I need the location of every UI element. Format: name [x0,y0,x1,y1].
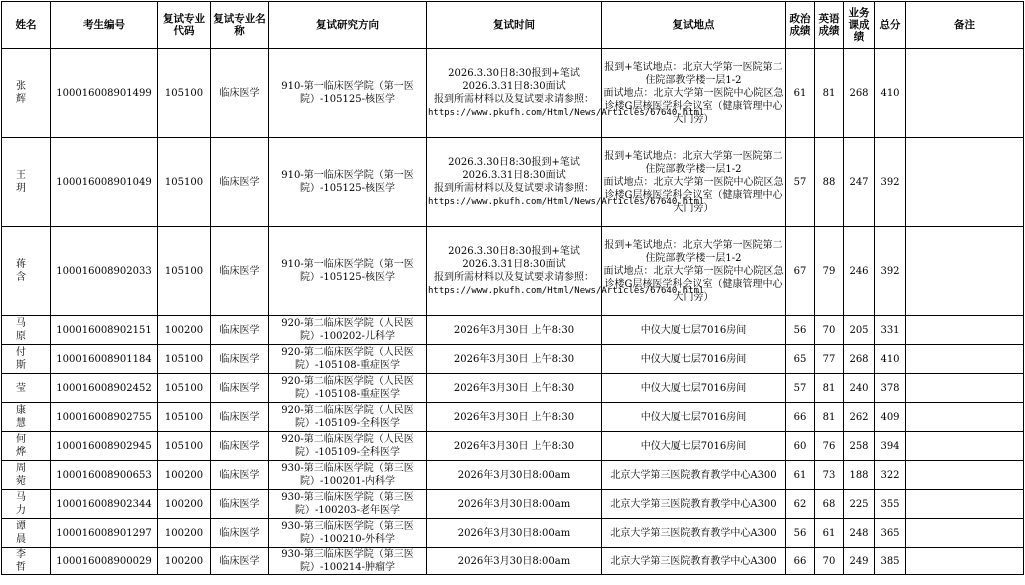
cell-major-name: 临床医学 [211,138,269,227]
cell-time: 2026年3月30日 上午8:30 [427,345,602,374]
cell-place: 北京大学第三医院教育教学中心A300 [602,490,786,519]
cell-time: 2026年3月30日 上午8:30 [427,374,602,403]
cell-name: 张 辉 [2,49,51,138]
cell-major-code: 100200 [158,490,211,519]
cell-place: 中仪大厦七层7016房间 [602,345,786,374]
cell-place: 北京大学第三医院教育教学中心A300 [602,519,786,548]
cell-remark [906,490,1024,519]
cell-total: 331 [875,316,906,345]
cell-time: 2026年3月30日8:00am [427,548,602,575]
cell-place: 中仪大厦七层7016房间 [602,374,786,403]
cell-name: 何 烨 [2,432,51,461]
cell-place: 中仪大厦七层7016房间 [602,316,786,345]
cell-place: 中仪大厦七层7016房间 [602,403,786,432]
cell-time: 2026.3.30日8:30报到+笔试 2026.3.31日8:30面试 报到所需材料以及复试要求请参照： https://www.pkufh.com/Html/News/Articles/67640.html [427,138,602,227]
table-row [2,490,1024,519]
cell-politics: 66 [786,548,815,575]
cell-total: 410 [875,345,906,374]
cell-major-name: 临床医学 [211,49,269,138]
cell-major-code: 105100 [158,345,211,374]
cell-exam-no: 100016008900653 [51,461,158,490]
cell-direction: 930-第三临床医学院（第三医院）-100210-外科学 [269,519,427,548]
cell-exam-no: 100016008902033 [51,227,158,316]
cell-major-name: 临床医学 [211,227,269,316]
reference-url: https://www.pkufh.com/Html/News/Articles/67640.html [428,285,705,296]
cell-major-course: 225 [844,490,875,519]
header-total: 总分 [875,2,906,49]
cell-name: 周 菀 [2,461,51,490]
cell-time: 2026.3.30日8:30报到+笔试 2026.3.31日8:30面试 报到所需材料以及复试要求请参照： https://www.pkufh.com/Html/News/Articles/67640.html [427,227,602,316]
cell-name: 莹 [2,374,51,403]
cell-name: 王 玥 [2,138,51,227]
cell-direction: 930-第三临床医学院（第三医院）-100203-老年医学 [269,490,427,519]
cell-direction: 910-第一临床医学院（第一医院）-105125-核医学 [269,49,427,138]
cell-total: 355 [875,490,906,519]
cell-major-code: 100200 [158,316,211,345]
cell-major-course: 249 [844,548,875,575]
cell-exam-no: 100016008902945 [51,432,158,461]
cell-major-name: 临床医学 [211,345,269,374]
header-major-course: 业务课成绩 [844,2,875,49]
cell-direction: 910-第一临床医学院（第一医院）-105125-核医学 [269,138,427,227]
header-remark: 备注 [906,2,1024,49]
cell-exam-no: 100016008901297 [51,519,158,548]
cell-time: 2026年3月30日8:00am [427,490,602,519]
cell-politics: 57 [786,374,815,403]
cell-total: 410 [875,49,906,138]
cell-place: 报到+笔试地点：北京大学第一医院第二住院部教学楼一层1-2 面试地点：北京大学第一医院中心院区急诊楼G层核医学科会议室（健康管理中心大门旁） [602,49,786,138]
cell-direction: 910-第一临床医学院（第一医院）-105125-核医学 [269,227,427,316]
cell-major-name: 临床医学 [211,461,269,490]
cell-total: 394 [875,432,906,461]
cell-major-course: 247 [844,138,875,227]
cell-major-course: 262 [844,403,875,432]
cell-name: 马 力 [2,490,51,519]
reference-url: https://www.pkufh.com/Html/News/Articles/67640.html [428,107,705,118]
cell-politics: 61 [786,49,815,138]
cell-name: 康 慧 [2,403,51,432]
cell-major-name: 临床医学 [211,374,269,403]
admission-roster-table [1,1,1024,575]
header-direction: 复试研究方向 [269,2,427,49]
cell-exam-no: 100016008902344 [51,490,158,519]
table-row [2,374,1024,403]
cell-major-name: 临床医学 [211,316,269,345]
cell-politics: 67 [786,227,815,316]
cell-exam-no: 100016008902452 [51,374,158,403]
cell-total: 392 [875,227,906,316]
cell-total: 378 [875,374,906,403]
cell-time: 2026年3月30日 上午8:30 [427,403,602,432]
cell-time: 2026年3月30日8:00am [427,461,602,490]
cell-politics: 60 [786,432,815,461]
cell-major-code: 105100 [158,138,211,227]
cell-name: 蒋 含 [2,227,51,316]
table-row [2,345,1024,374]
table-row [2,316,1024,345]
roster-body [2,49,1024,575]
cell-english: 81 [815,374,844,403]
table-row [2,548,1024,575]
cell-politics: 56 [786,316,815,345]
cell-name: 李 哲 [2,548,51,575]
cell-major-name: 临床医学 [211,403,269,432]
cell-english: 88 [815,138,844,227]
header-time: 复试时间 [427,2,602,49]
cell-place: 北京大学第三医院教育教学中心A300 [602,461,786,490]
cell-english: 76 [815,432,844,461]
cell-exam-no: 100016008900029 [51,548,158,575]
cell-english: 73 [815,461,844,490]
cell-exam-no: 100016008902755 [51,403,158,432]
cell-english: 61 [815,519,844,548]
cell-direction: 920-第二临床医学院（人民医院）-105108-重症医学 [269,374,427,403]
table-row [2,461,1024,490]
cell-english: 81 [815,403,844,432]
cell-major-course: 258 [844,432,875,461]
cell-major-course: 205 [844,316,875,345]
cell-total: 409 [875,403,906,432]
reference-url: https://www.pkufh.com/Html/News/Articles/67640.html [428,196,705,207]
cell-total: 365 [875,519,906,548]
cell-place: 报到+笔试地点：北京大学第一医院第二住院部教学楼一层1-2 面试地点：北京大学第一医院中心院区急诊楼G层核医学科会议室（健康管理中心大门旁） [602,138,786,227]
header-politics: 政治成绩 [786,2,815,49]
cell-exam-no: 100016008902151 [51,316,158,345]
header-place: 复试地点 [602,2,786,49]
cell-major-course: 240 [844,374,875,403]
cell-time: 2026年3月30日 上午8:30 [427,432,602,461]
cell-remark [906,519,1024,548]
header-name: 姓名 [2,2,51,49]
cell-politics: 66 [786,403,815,432]
cell-direction: 920-第二临床医学院（人民医院）-105108-重症医学 [269,345,427,374]
header-major-code: 复试专业代码 [158,2,211,49]
cell-time: 2026年3月30日8:00am [427,519,602,548]
cell-remark [906,49,1024,138]
cell-total: 322 [875,461,906,490]
cell-politics: 65 [786,345,815,374]
cell-remark [906,374,1024,403]
cell-remark [906,345,1024,374]
cell-politics: 57 [786,138,815,227]
table-row [2,227,1024,316]
cell-english: 70 [815,548,844,575]
cell-major-code: 105100 [158,432,211,461]
cell-place: 中仪大厦七层7016房间 [602,432,786,461]
cell-place: 报到+笔试地点：北京大学第一医院第二住院部教学楼一层1-2 面试地点：北京大学第一医院中心院区急诊楼G层核医学科会议室（健康管理中心大门旁） [602,227,786,316]
header-row [2,2,1024,49]
table-row [2,432,1024,461]
cell-remark [906,138,1024,227]
cell-major-code: 105100 [158,227,211,316]
cell-major-code: 105100 [158,374,211,403]
cell-politics: 61 [786,461,815,490]
cell-remark [906,227,1024,316]
cell-direction: 920-第二临床医学院（人民医院）-100202-儿科学 [269,316,427,345]
header-major-name: 复试专业名称 [211,2,269,49]
cell-remark [906,316,1024,345]
cell-name: 付 斯 [2,345,51,374]
cell-english: 70 [815,316,844,345]
cell-major-name: 临床医学 [211,548,269,575]
cell-direction: 920-第二临床医学院（人民医院）-105109-全科医学 [269,403,427,432]
cell-remark [906,548,1024,575]
cell-major-name: 临床医学 [211,519,269,548]
cell-major-name: 临床医学 [211,490,269,519]
cell-exam-no: 100016008901184 [51,345,158,374]
cell-name: 马 原 [2,316,51,345]
cell-major-code: 100200 [158,548,211,575]
cell-english: 77 [815,345,844,374]
cell-place: 北京大学第三医院教育教学中心A300 [602,548,786,575]
cell-remark [906,461,1024,490]
cell-english: 79 [815,227,844,316]
cell-major-course: 268 [844,49,875,138]
table-row [2,519,1024,548]
table-row [2,403,1024,432]
cell-direction: 930-第三临床医学院（第三医院）-100214-肿瘤学 [269,548,427,575]
cell-politics: 56 [786,519,815,548]
cell-english: 68 [815,490,844,519]
cell-major-name: 临床医学 [211,432,269,461]
cell-direction: 920-第二临床医学院（人民医院）-105109-全科医学 [269,432,427,461]
cell-major-course: 246 [844,227,875,316]
table-row [2,138,1024,227]
cell-name: 谭 晨 [2,519,51,548]
cell-major-course: 268 [844,345,875,374]
cell-total: 385 [875,548,906,575]
cell-major-code: 100200 [158,461,211,490]
cell-direction: 930-第三临床医学院（第三医院）-100201-内科学 [269,461,427,490]
cell-total: 392 [875,138,906,227]
cell-major-code: 105100 [158,49,211,138]
header-exam-no: 考生编号 [51,2,158,49]
cell-remark [906,432,1024,461]
cell-exam-no: 100016008901049 [51,138,158,227]
cell-politics: 62 [786,490,815,519]
header-english: 英语成绩 [815,2,844,49]
cell-time: 2026.3.30日8:30报到+笔试 2026.3.31日8:30面试 报到所需材料以及复试要求请参照： https://www.pkufh.com/Html/News/Articles/67640.html [427,49,602,138]
table-row [2,49,1024,138]
cell-exam-no: 100016008901499 [51,49,158,138]
cell-major-course: 188 [844,461,875,490]
cell-major-code: 100200 [158,519,211,548]
cell-major-course: 248 [844,519,875,548]
cell-major-code: 105100 [158,403,211,432]
cell-english: 81 [815,49,844,138]
cell-remark [906,403,1024,432]
cell-time: 2026年3月30日 上午8:30 [427,316,602,345]
